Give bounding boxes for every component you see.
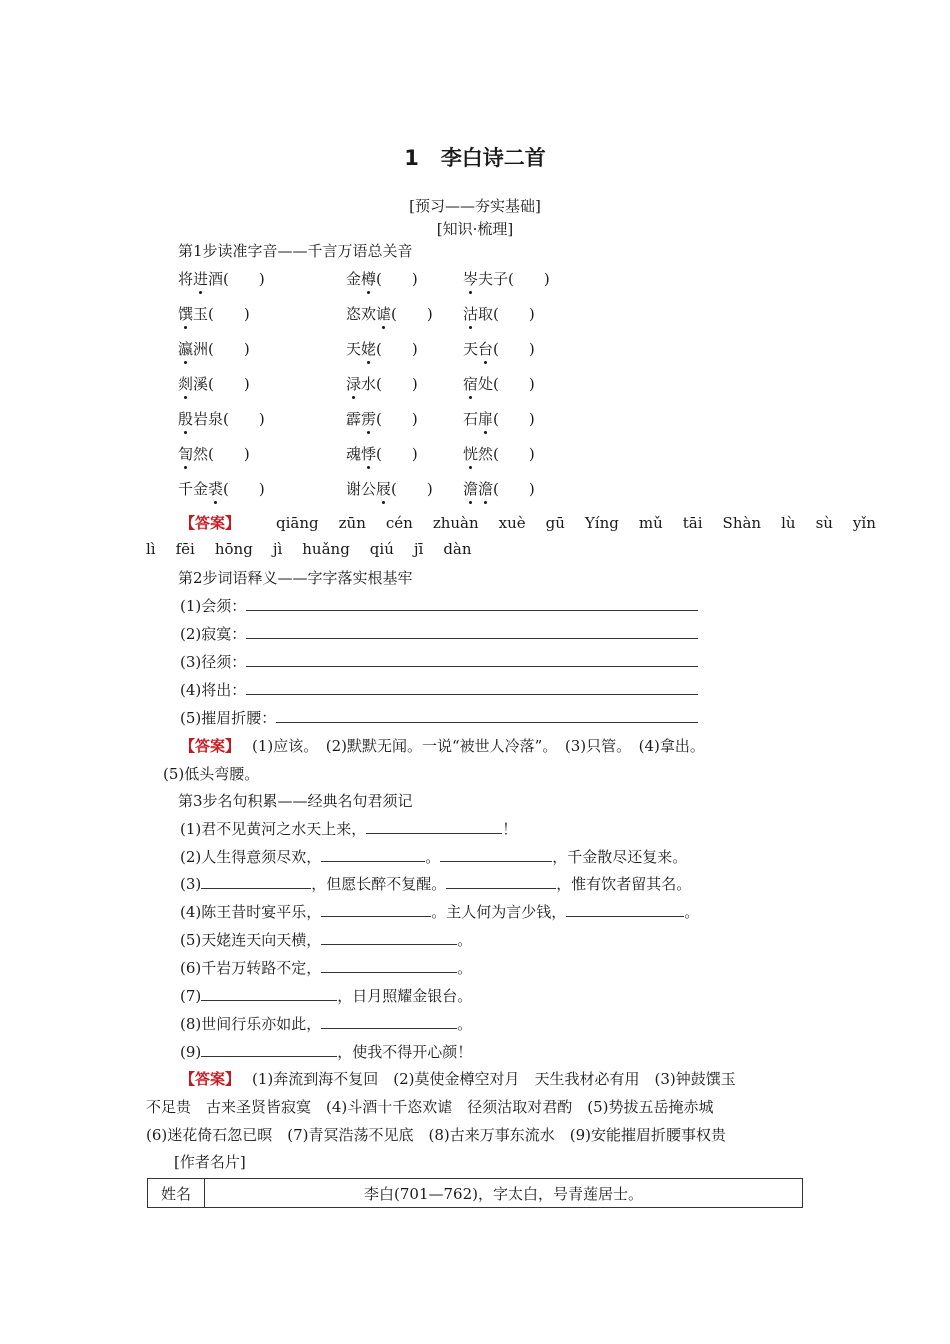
author-card-heading: [作者名片]: [174, 1153, 246, 1171]
pronunciation-item: 魂悸( ): [346, 445, 418, 463]
quote-line-9: (9) ，使我不得开心颜！: [180, 1043, 473, 1061]
pronunciation-item: 澹澹( ): [463, 480, 535, 498]
quote-line-1: (1)君不见黄河之水天上来， ！: [180, 820, 518, 838]
step2-answer-line2: (5)低头弯腰。: [163, 765, 260, 783]
answer-label: 【答案】: [180, 1070, 241, 1088]
pronunciation-item: 恍然( ): [463, 445, 535, 463]
author-name-value: 李白(701—762)，字太白，号青莲居士。: [205, 1179, 803, 1208]
pronunciation-item: 恣欢谑( ): [346, 305, 433, 323]
pronunciation-item: 天台( ): [463, 340, 535, 358]
step3-answer-line2: 不足贵 古来圣贤皆寂寞 (4)斗酒十千恣欢谑 径须沽取对君酌 (5)势拔五岳掩赤城: [146, 1098, 714, 1116]
quote-line-7: (7) ，日月照耀金银台。: [180, 987, 473, 1005]
word-meaning-item: (1)会须：: [180, 595, 698, 616]
word-meaning-item: (4)将出：: [180, 679, 698, 700]
quote-line-5: (5)天姥连天向天横， 。: [180, 931, 473, 949]
pronunciation-item: 谢公屐( ): [346, 480, 433, 498]
title-number: 1: [404, 146, 419, 170]
step1-heading: 第1步读准字音——千言万语总关音: [178, 242, 413, 260]
pronunciation-item: 沽取( ): [463, 305, 535, 323]
quote-line-3: (3) ，但愿长醉不复醒。 ，惟有饮者留其名。: [180, 875, 692, 893]
pronunciation-item: 石扉( ): [463, 410, 535, 428]
section-header: [预习——夯实基础]: [409, 197, 541, 215]
step3-answer-line3: (6)迷花倚石忽已暝 (7)青冥浩荡不见底 (8)古来万事东流水 (9)安能摧眉折腰事权贵: [146, 1126, 726, 1144]
page-title: [0, 142, 950, 172]
pronunciation-item: 瀛洲( ): [178, 340, 250, 358]
pronunciation-item: 殷岩泉( ): [178, 410, 265, 428]
step2-answer-text: (1)应该。 (2)默默无闻。一说“被世人冷落”。 (3)只管。 (4)拿出。: [252, 737, 705, 755]
step1-answer-line1: 【答案】 qiāng zūn cén zhuàn xuè gū Yíng mǔ tāi Shàn lù sù yǐn: [180, 514, 876, 532]
step3-answer-line1: 【答案】 (1)奔流到海不复回 (2)莫使金樽空对月 天生我材必有用 (3)钟鼓馔玉: [180, 1070, 736, 1088]
sub-header: [知识·梳理]: [436, 220, 514, 238]
step3-heading: 第3步名句积累——经典名句君须记: [178, 792, 413, 810]
word-meaning-item: (5)摧眉折腰：: [180, 707, 698, 728]
pronunciation-item: 天姥( ): [346, 340, 418, 358]
answer-label: 【答案】: [180, 514, 241, 532]
step2-answer-line1: [180, 735, 705, 756]
pronunciation-item: 宿处( ): [463, 375, 535, 393]
quote-line-8: (8)世间行乐亦如此， 。: [180, 1015, 473, 1033]
quote-line-2: (2)人生得意须尽欢， 。 ，千金散尽还复来。: [180, 848, 688, 866]
title-text: 李白诗二首: [440, 146, 546, 170]
quote-line-6: (6)千岩万转路不定， 。: [180, 959, 473, 977]
pronunciation-item: 霹雳( ): [346, 410, 418, 428]
quote-line-4: (4)陈王昔时宴平乐， 。主人何为言少钱， 。: [180, 903, 700, 921]
pronunciation-item: 馔玉( ): [178, 305, 250, 323]
pronunciation-item: 訇然( ): [178, 445, 250, 463]
pronunciation-item: 渌水( ): [346, 375, 418, 393]
pronunciation-item: 千金裘( ): [178, 480, 265, 498]
word-meaning-item: (2)寂寞：: [180, 623, 698, 644]
author-name-label: 姓名: [148, 1179, 205, 1208]
pronunciation-item: 金樽( ): [346, 270, 418, 288]
pronunciation-item: 剡溪( ): [178, 375, 250, 393]
pronunciation-item: 将进酒( ): [178, 270, 265, 288]
word-meaning-item: (3)径须：: [180, 651, 698, 672]
answer-label: 【答案】: [180, 737, 241, 755]
step2-heading: 第2步词语释义——字字落实根基牢: [178, 569, 413, 587]
pronunciation-item: 岑夫子( ): [463, 270, 550, 288]
step1-answer-line2: lì fēi hōng jì huǎng qiú jī dàn: [146, 540, 472, 558]
author-card-table: [147, 1178, 803, 1208]
